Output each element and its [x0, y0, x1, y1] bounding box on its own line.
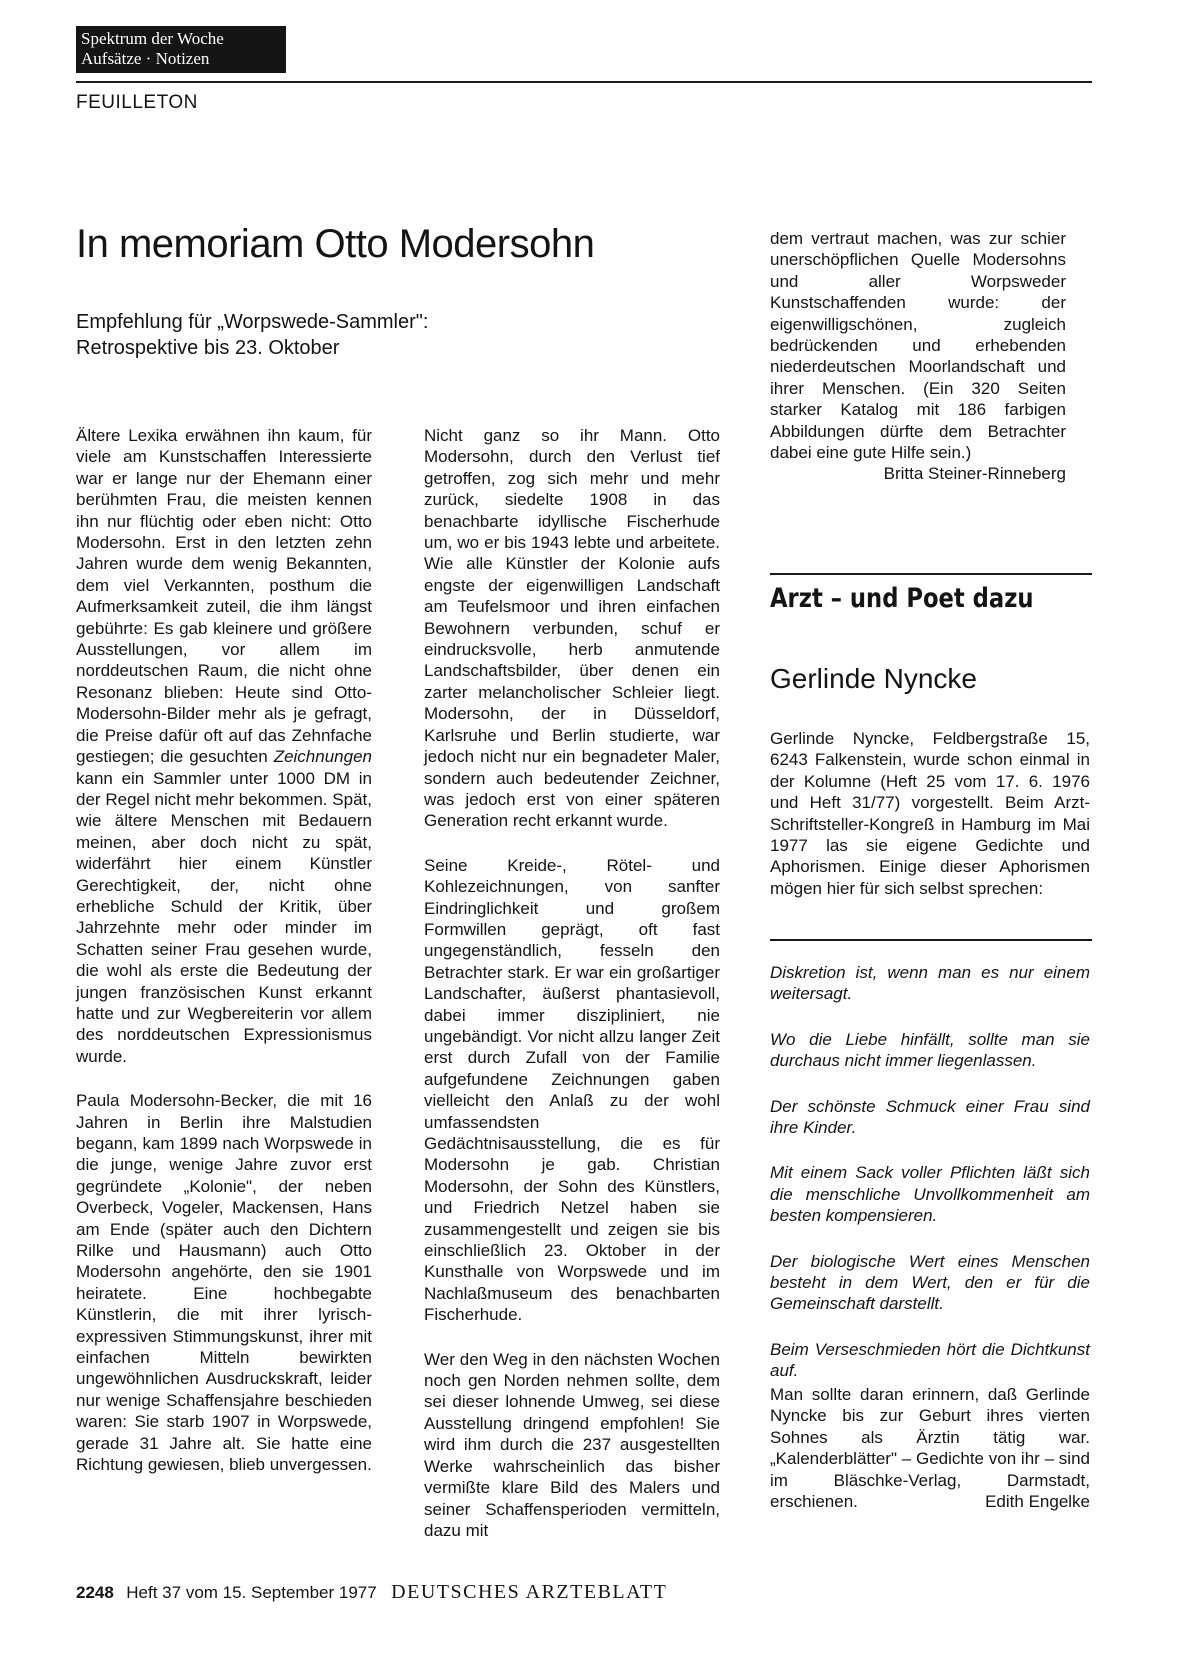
subtitle-line-2: Retrospektive bis 23. Oktober: [76, 337, 340, 359]
intro-text: [770, 728, 1090, 899]
emphasis: Zeichnungen: [273, 747, 372, 767]
aphorism: Diskretion ist, wenn man es nur einem weitersagt.: [770, 963, 1090, 1004]
aphorism: Der biologische Wert eines Menschen besteht in dem Wert, den er für die Gemeinschaft darstellt.: [770, 1251, 1090, 1314]
rubric-line-1: Spektrum der Woche: [81, 29, 224, 48]
subtitle-line-1: Empfehlung für „Worpswede-Sammler":: [76, 311, 429, 333]
aphorism: Der schönste Schmuck einer Frau sind ihre Kinder.: [770, 1096, 1090, 1138]
header-rule: [76, 81, 1092, 83]
box-rule-middle: [770, 939, 1092, 941]
aphorism: Beim Verseschmieden hört die Dichtkunst auf.: [770, 1339, 1090, 1381]
paragraph: Wer den Weg in den nächsten Wochen noch gen Norden nehmen sollte, dem sei dieser lohnende Umweg, sei diese Ausstellung dringend empfohlen! Sie wird ihm durch die 237 ausgestellten Werke wahrscheinlich das bisher vermißte klare Bild des Malers und seiner Schaffensperioden vermitteln, dazu mit: [424, 1349, 720, 1540]
section-label: FEUILLETON: [76, 92, 198, 113]
paragraph: Gerlinde Nyncke, Feldbergstraße 15, 6243 Falkenstein, wurde schon einmal in der Kolumne (Heft 25 vom 17. 6. 1976 und Heft 31/77) vorgestellt. Beim Arzt-Schriftsteller-Kongreß in Hamburg im Mai 1977 las sie eigene Gedichte und Aphorismen. Einige dieser Aphorismen mögen hier für sich selbst sprechen:: [770, 729, 1090, 898]
rubric-line-2: Aufsätze · Notizen: [81, 49, 210, 68]
author-signature: Edith Engelke: [985, 1492, 1090, 1512]
aphorism: Wo die Liebe hinfällt, sollte man sie durchaus nicht immer liegenlassen.: [770, 1029, 1090, 1071]
paragraph: Paula Modersohn-Becker, die mit 16 Jahren in Berlin ihre Malstudien begann, kam 1899 nach Worpswede in die junge, wenige Jahre zuvor erst gegründete „Kolonie", der neben Overbeck, Vogeler, Mackensen, Hans am Ende (später auch den Dichtern Rilke und Hausmann) auch Otto Modersohn angehörte, den sie 1901 heiratete. Eine hochbegabte Künstlerin, die mit ihrer lyrisch-expressiven Stimmungskunst, ihrer mit einfachen Mitteln bewirkten ungewöhnlichen Ausdruckskraft, leider nur wenige Schaffensjahre beschieden waren: Sie starb 1907 in Worpswede, gerade 31 Jahre alt. Sie hatte eine Richtung gewiesen, blieb unvergessen.: [76, 1091, 372, 1475]
article-column-3: [770, 228, 1066, 485]
paragraph: Seine Kreide-, Rötel- und Kohlezeichnungen, von sanfter Eindringlichkeit und großem Formwillen geprägt, oft fast ungegenständlich, fesseln den Betrachter stark. Er war ein großartiger Landschafter, äußerst phantasievoll, dabei immer diszipliniert, nie ungebändigt. Vor nicht allzu langer Zeit erst durch Zufall von der Familie aufgefundene Zeichnungen gaben vielleicht den Anlaß zu der wohl umfassendsten Gedächtnisausstellung, die es für Modersohn je gab. Christian Modersohn, der Sohn des Künstlers, und Friedrich Netzel haben sie zusammengestellt und zeigen sie bis einschließlich 23. Oktober in der Kunsthalle von Worpswede und im Nachlaßmuseum des benachbarten Fischerhude.: [424, 855, 720, 1325]
paragraph: Man sollte daran erinnern, daß Gerlinde Nyncke bis zur Geburt ihres vierten Sohnes als Ärztin tätig war. „Kalenderblätter" – Gedichte von ihr – sind im Bläschke-Verlag, Darmstadt, erschienen. Edith Engelke: [770, 1385, 1090, 1512]
page-footer: [76, 1581, 667, 1604]
box-rule-top: [770, 573, 1092, 575]
paragraph: Ältere Lexika erwähnen ihn kaum, für viele am Kunstschaffen Interessierte war er lange nur der Ehemann einer berühmten Frau, die meisten kennen ihn nur flüchtig oder eben nicht: Otto Modersohn. Erst in den letzten zehn Jahren wurde dem wenig Bekannten, dem viel Verkannten, posthum die Aufmerksamkeit zuteil, die ihm längst gebührte: Es gab kleinere und größere Ausstellungen, vor allem im norddeutschen Raum, die nicht ohne Resonanz blieben: Heute sind Otto-Modersohn-Bilder mehr als je gefragt, die Preise dafür oft auf das Zehnfache gestiegen; die gesuchten Zeichnungen kann ein Sammler unter 1000 DM in der Regel nicht mehr bekommen. Spät, wie ältere Menschen mit Bedauern meinen, aber doch nicht zu spät, widerfährt hier einem Künstler Gerechtigkeit, der, nicht ohne erhebliche Schuld der Kritik, über Jahrzehnte mehr oder minder im Schatten seiner Frau gesehen wurde, die wohl als erste die Bedeutung der jungen französischen Kunst erkannt hatte und zur Wegbereiterin vor allem des norddeutschen Expressionismus wurde.: [76, 426, 372, 1066]
magazine-name: DEUTSCHES ARZTEBLATT: [391, 1581, 668, 1603]
rubric-badge: [76, 26, 286, 73]
article-column-1: [76, 425, 372, 1476]
paragraph: Nicht ganz so ihr Mann. Otto Modersohn, durch den Verlust tief getroffen, zog sich mehr und mehr zurück, siedelte 1908 in das benachbarte idyllische Fischerhude um, wo er bis 1943 lebte und arbeitete. Wie alle Künstler der Kolonie aufs engste der eigenwilligen Landschaft am Teufelsmoor und ihren einfachen Bewohnern verbunden, schuf er eindrucksvolle, herb anmutende Landschaftsbilder, über denen ein zarter melancholischer Schleier liegt. Modersohn, der in Düsseldorf, Karlsruhe und Berlin studierte, war jedoch nicht nur ein begnadeter Maler, sondern auch bedeutender Zeichner, was jedoch erst von einer späteren Generation recht erkannt wurde.: [424, 426, 720, 831]
author-signature: Britta Steiner-Rinneberg: [883, 464, 1066, 484]
article-column-2: [424, 425, 720, 1541]
paragraph: dem vertraut machen, was zur schier unerschöpflichen Quelle Modersohns und aller Worpsweder Kunstschaffenden wurde: der eigenwilligschönen, zugleich bedrückenden und erhebenden niederdeutschen Moorlandschaft und ihrer Menschen. (Ein 320 Seiten starker Katalog mit 186 farbigen Abbildungen dürfte dem Betrachter dabei eine gute Hilfe sein.): [770, 229, 1066, 463]
outro-text: [770, 1384, 1090, 1512]
article-title: In memoriam Otto Modersohn: [76, 222, 595, 266]
aphorism-list: [770, 962, 1090, 1406]
page-number: 2248: [76, 1583, 114, 1602]
article-subtitle: [76, 309, 428, 361]
aphorism: Mit einem Sack voller Pflichten läßt sich die menschliche Unvollkommenheit am besten kompensieren.: [770, 1163, 1090, 1226]
issue-info: Heft 37 vom 15. September 1977: [126, 1583, 377, 1602]
box-title: Arzt – und Poet dazu: [770, 583, 1034, 614]
author-heading: Gerlinde Nyncke: [770, 663, 977, 694]
